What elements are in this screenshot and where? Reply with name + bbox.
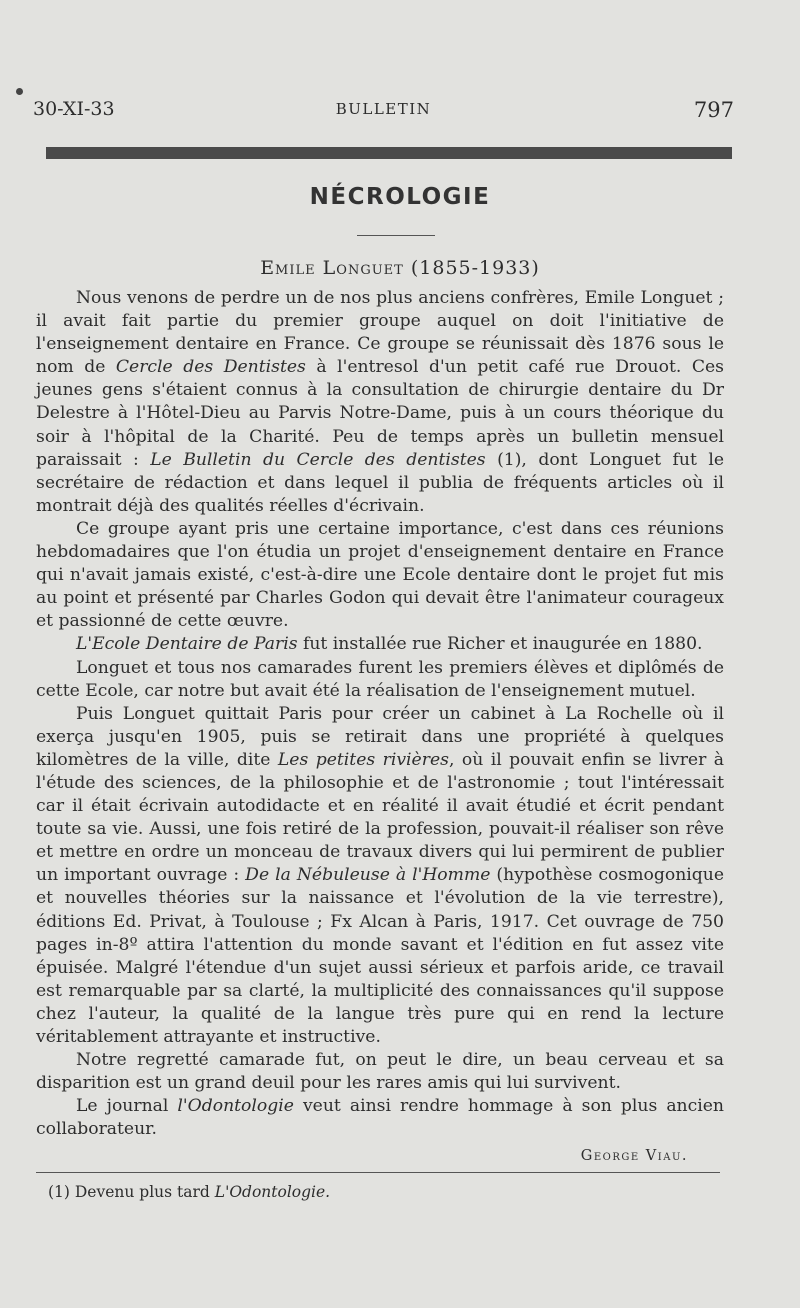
author-signature: George Viau.	[580, 1148, 688, 1164]
text-run: Le journal	[76, 1096, 178, 1117]
article-body	[36, 287, 724, 1141]
footnote-divider	[36, 1172, 720, 1173]
text-run: Puis Longuet quittait Paris pour créer un cabinet à La Rochelle où il exerça jusqu'en 1905, puis se retirait dans une propriété à quelques kilomètres de la ville, dite	[36, 703, 724, 770]
paragraph	[36, 1095, 724, 1141]
footnote	[48, 1183, 330, 1201]
footnote-italic: L'Odontologie.	[214, 1183, 331, 1201]
italic-text: Cercle des Dentistes	[115, 357, 306, 378]
footnote-text: (1) Devenu plus tard	[48, 1183, 215, 1201]
italic-text: Les petites rivières	[277, 749, 449, 770]
margin-dot	[16, 88, 23, 95]
text-run: (1), dont Longuet fut le secrétaire de rédaction et dans lequel il publia de fréquents articles où il montrait déjà des qualités réelles d'écrivain.	[36, 449, 724, 516]
italic-text: l'Odontologie	[177, 1096, 294, 1117]
italic-text: Le Bulletin du Cercle des dentistes	[150, 449, 486, 470]
paragraph	[36, 518, 724, 633]
italic-text: De la Nébuleuse à l'Homme	[245, 865, 491, 886]
italic-text: L'Ecole Dentaire de Paris	[76, 634, 298, 655]
paragraph	[36, 1049, 724, 1095]
text-run: veut ainsi rendre hommage à son plus ancien collaborateur.	[36, 1096, 724, 1140]
paragraph	[36, 287, 724, 518]
running-header	[33, 98, 734, 124]
text-run: Nous venons de perdre un de nos plus anciens confrères, Emile Longuet ; il avait fait partie du premier groupe auquel on doit l'initiative de l'enseignement dentaire en France. Ce groupe se réunissait dès 1876 sous le nom de	[36, 288, 724, 378]
text-run: Notre regretté camarade fut, on peut le dire, un beau cerveau et sa disparition est un grand deuil pour les rares amis qui lui survivent.	[36, 1050, 724, 1094]
text-run: (hypothèse cosmogonique et nouvelles théories sur la naissance et l'évolution de la vie terrestre), éditions Ed. Privat, à Toulouse ; Fx Alcan à Paris, 1917. Cet ouvrage de 750 pages in-8º attira l'attention du monde savant et l'édition en fut assez vite épuisée. Malgré l'étendue d'un sujet aussi sérieux et parfois aride, ce travail est remarquable par sa clarté, la multiplicité des connaissances qu'il suppose chez l'auteur, la qualité de la langue très pure qui en rend la lecture véritablement attrayante et instructive.	[36, 865, 724, 1047]
section-title: NÉCROLOGIE	[309, 184, 491, 210]
paragraph	[36, 633, 724, 656]
text-run: fut installée rue Richer et inaugurée en 1880.	[297, 634, 703, 655]
header-bar	[46, 147, 732, 159]
text-run: Ce groupe ayant pris une certaine importance, c'est dans ces réunions hebdomadaires que l'on étudia un projet d'enseignement dentaire en France qui n'avait jamais existé, c'est-à-dire une Ecole dentaire dont le projet fut mis au point et présenté par Charles Godon qui devait être l'animateur courageux et passionné de cette œuvre.	[36, 518, 724, 632]
text-run: à l'entresol d'un petit café rue Drouot. Ces jeunes gens s'étaient connus à la consultation de chirurgie dentaire du Dr Delestre à l'Hôtel-Dieu au Parvis Notre-Dame, puis à un cours théorique du soir à l'hôpital de la Charité. Peu de temps après un bulletin mensuel paraissait :	[36, 357, 724, 470]
header-journal-name: BULLETIN	[335, 100, 432, 118]
page-number: 797	[693, 98, 734, 122]
text-run: , où il pouvait enfin se livrer à l'étude des sciences, de la philosophie et de l'astronomie ; tout l'intéressait car il était écrivain autodidacte et en réalité il avait étudié et écrit pendant toute sa vie. Aussi, une fois retiré de la profession, pouvait-il réaliser son rêve et mettre en ordre un monceau de travaux divers qui lui permirent de publier un important ouvrage :	[36, 749, 724, 886]
header-date: 30-XI-33	[33, 98, 115, 120]
article-subtitle: Emile Longuet (1855-1933)	[260, 257, 540, 279]
paragraph	[36, 703, 724, 1049]
paragraph	[36, 657, 724, 703]
title-divider	[357, 235, 435, 236]
text-run: Longuet et tous nos camarades furent les premiers élèves et diplômés de cette Ecole, car notre but avait été la réalisation de l'enseignement mutuel.	[36, 657, 724, 701]
